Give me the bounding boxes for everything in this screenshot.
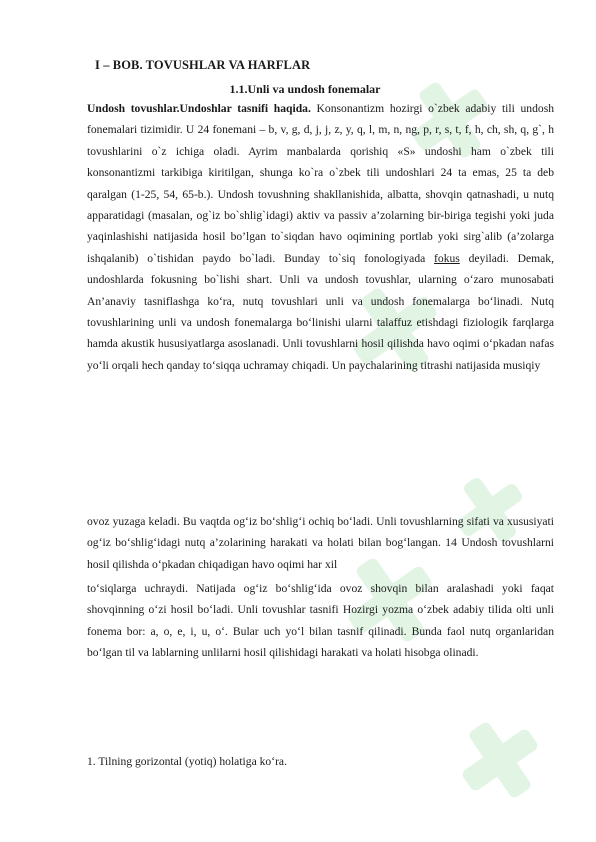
section-heading: 1.1.Unli va undosh fonemalar xyxy=(229,82,381,96)
underlined-term-fokus: fokus xyxy=(434,251,460,265)
chapter-heading: I – BOB. TOVUSHLAR VA HARFLAR xyxy=(95,58,311,72)
paragraph-tosiqlarga: to‘siqlarga uchraydi. Natijada og‘iz bo‘shlig‘ida ovoz shovqin bilan aralashadi yoki faqat shovqinning o‘zi hosil bo‘ladi. Unli tovushlar tasnifi Hozirgi yozma o‘zbek adabiy tilida olti unli fonema bor: a, o, e, i, u, o‘. Bular uch yo‘l bilan tasnif qilinadi. Bunda faol nutq organlaridan bo‘lgan til va lablarning unlilarni hosil qilishidagi harakati va holati hisobga olinadi. xyxy=(87,582,554,660)
paragraph-ovoz: ovoz yuzaga keladi. Bu vaqtda og‘iz bo‘shlig‘i ochiq bo‘ladi. Unli tovushlarning sifati va xususiyati og‘iz bo‘shlig‘idagi nutq a’zolarining harakati va holati bilan bog‘langan. 14 Undosh tovushlarni hosil qilishda o‘pkadan chiqadigan havo oqimi har xil xyxy=(87,515,554,571)
paragraph-text-part-a: Konsonantizm hozirgi o`zbek adabiy tili undosh fonemalari tizimidir. U 24 fonemani – b, v, g, d, j, j, z, y, q, l, m, n, ng, p, r, s, t, f, h, ch, sh, q, g`, h tovushlarini o`z ichiga oladi. Ayrim manbalarda qorishiq «S» undoshi ham o`zbek tili konsonantizmi tarkibiga kiritilgan, shunga ko`ra o`zbek tili undoshlari 24 ta emas, 25 ta deb qaralgan (1-25, 54, 65-b.). Undosh tovushning shakllanishida, albatta, shovqin qatnashadi, u nutq apparatidagi (masalan, og`iz bo`shlig`idagi) aktiv va passiv a’zolarning bir-biriga tegishi yoki juda yaqinlashishi natijasida hosil bo’lgan to`siqdan havo oqimining portlab yoki sirg`alib (a’zolarga ishqalanib) o`tishidan paydo bo`ladi. Bunday to`siq fonologiyada xyxy=(87,102,554,265)
paragraph-text-part-b: deyiladi. Demak, undoshlarda fokusning bo`lishi shart. Unli va undosh tovushlar, ularning o‘zaro munosabati An’anaviy tasniflashga ko‘ra, nutq tovushlari unli va undosh fonemalarga bo‘linadi. Nutq tovushlarining unli va undosh fonemalarga bo‘linishi ularni talaffuz etishdagi fiziologik farqlarga hamda akustik hususiyatlarga asoslanadi. Unli tovushlarni hosil qilishda havo oqimi o‘pkadan nafas yo‘li orqali hech qanday to‘siqqa uchramay chiqadi. Un paychalarining titrashi natijasida musiqiy xyxy=(87,251,554,372)
paragraph-lead: Undosh tovushlar.Undoshlar tasnifi haqida. xyxy=(87,102,311,115)
paragraph-list-item-1: 1. Tilning gorizontal (yotiq) holatiga ko‘ra. xyxy=(87,755,287,768)
paragraph-undosh-tovushlar xyxy=(87,98,554,376)
